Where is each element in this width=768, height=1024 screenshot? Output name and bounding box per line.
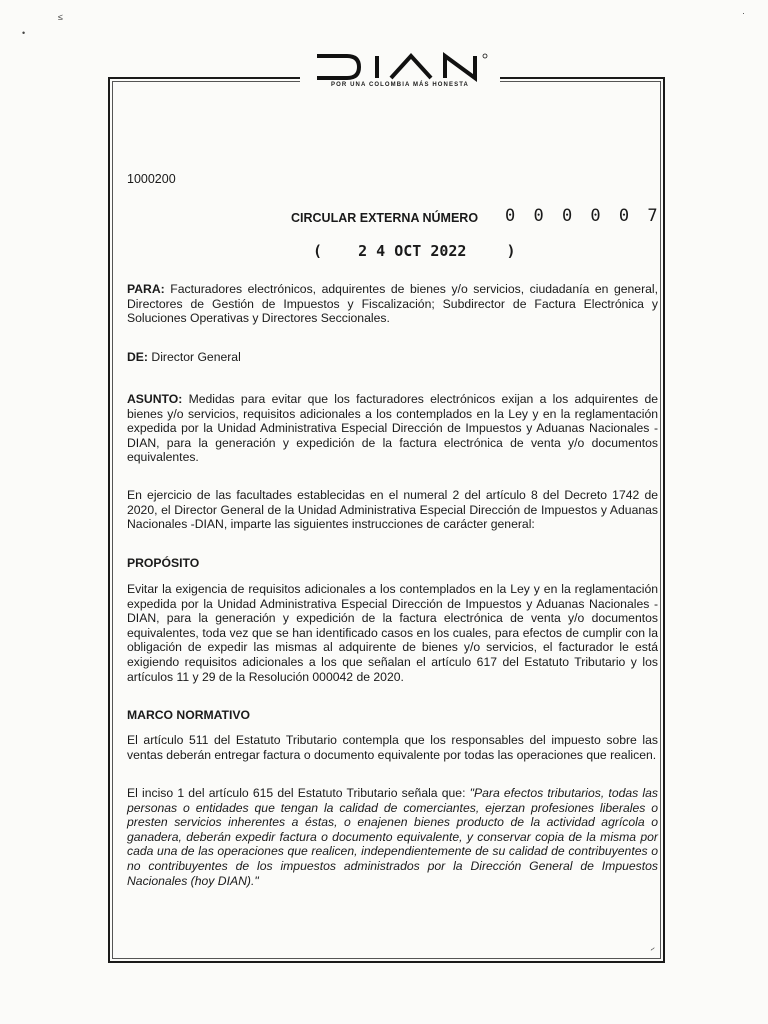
- proposito-paragraph: Evitar la exigencia de requisitos adicionales a los contemplados en la Ley y en la reglamentación expedida por la Unidad Administrativa Especial Dirección de Impuestos y Aduanas Nacionales -DIAN, para la generación y expedición de la factura electrónica de venta y/o documentos equivalentes, toda vez que se han identificado casos en los cuales, para efectos de cumplir con la obligación de expedir las mismas al adquirente de bienes y/o servicios, el facturador le está exigiendo requisitos adicionales a los que señalan el artículo 617 del Estatuto Tributario y los artículos 11 y 29 de la Resolución 000042 de 2020.: [127, 582, 658, 684]
- circular-number: 0 0 0 0 0 7: [505, 206, 662, 226]
- date-open: (: [313, 242, 323, 260]
- marco-paragraph-2: [127, 786, 658, 888]
- marco-paragraph-1: El artículo 511 del Estatuto Tributario contempla que los responsables del impuesto sobre las ventas deberán entregar factura o documento equivalente por todas las operaciones que realicen.: [127, 733, 658, 762]
- marco-heading: MARCO NORMATIVO: [127, 708, 250, 722]
- de-section: [127, 350, 658, 365]
- de-label: DE:: [127, 350, 148, 364]
- scan-speck: ≤: [58, 12, 63, 22]
- scan-speck: ·: [742, 8, 745, 18]
- marco-p2-quote: "Para efectos tributarios, todas las personas o entidades que tengan la calidad de comerciantes, ejerzan profesiones liberales o presten servicios inherentes a éstas, o enajenen bienes producto de la actividad agrícola o ganadera, deberán expedir factura o documento equivalente, y conservar copia de la misma por cada una de las operaciones que realicen, independientemente de su calidad de contribuyentes o no contribuyentes de los impuestos administrados por la Dirección General de Impuestos Nacionales (hoy DIAN).": [127, 786, 658, 888]
- reference-code: 1000200: [127, 172, 176, 186]
- para-label: PARA:: [127, 282, 165, 296]
- initials-mark: ~: [647, 943, 658, 955]
- logo-tagline: POR UNA COLOMBIA MÁS HONESTA: [331, 82, 469, 88]
- marco-p2-intro: El inciso 1 del artículo 615 del Estatuto Tributario señala que:: [127, 786, 470, 800]
- scan-speck: •: [22, 28, 26, 38]
- circular-label: CIRCULAR EXTERNA NÚMERO: [291, 211, 479, 225]
- para-section: [127, 282, 658, 326]
- date-close: ): [506, 242, 516, 260]
- date-value: 2 4 OCT 2022: [358, 242, 467, 260]
- asunto-text: Medidas para evitar que los facturadores electrónicos exijan a los adquirentes de bienes y/o servicios, requisitos adicionales a los contemplados en la Ley y en la reglamentación expedida por la Unidad Administrativa Especial Dirección de Impuestos y Aduanas Nacionales -DIAN, para la generación y expedición de la factura electrónica de venta y/o documentos equivalentes.: [127, 392, 658, 465]
- para-text: Facturadores electrónicos, adquirentes de bienes y/o servicios, ciudadanía en general, Directores de Gestión de Impuestos y Fiscalización; Subdirector de Factura Electrónica y Soluciones Operativas y Directores Seccionales.: [127, 282, 658, 326]
- intro-paragraph: En ejercicio de las facultades establecidas en el numeral 2 del artículo 8 del Decreto 1742 de 2020, el Director General de la Unidad Administrativa Especial Dirección de Impuestos y Aduanas Nacionales -DIAN, imparte las siguientes instrucciones de carácter general:: [127, 488, 658, 532]
- dian-logo: [300, 52, 500, 100]
- dian-logo-mark: [305, 52, 495, 82]
- de-text: Director General: [151, 350, 241, 364]
- date-line: [313, 242, 516, 260]
- asunto-label: ASUNTO:: [127, 392, 183, 406]
- asunto-section: [127, 392, 658, 465]
- proposito-heading: PROPÓSITO: [127, 556, 200, 570]
